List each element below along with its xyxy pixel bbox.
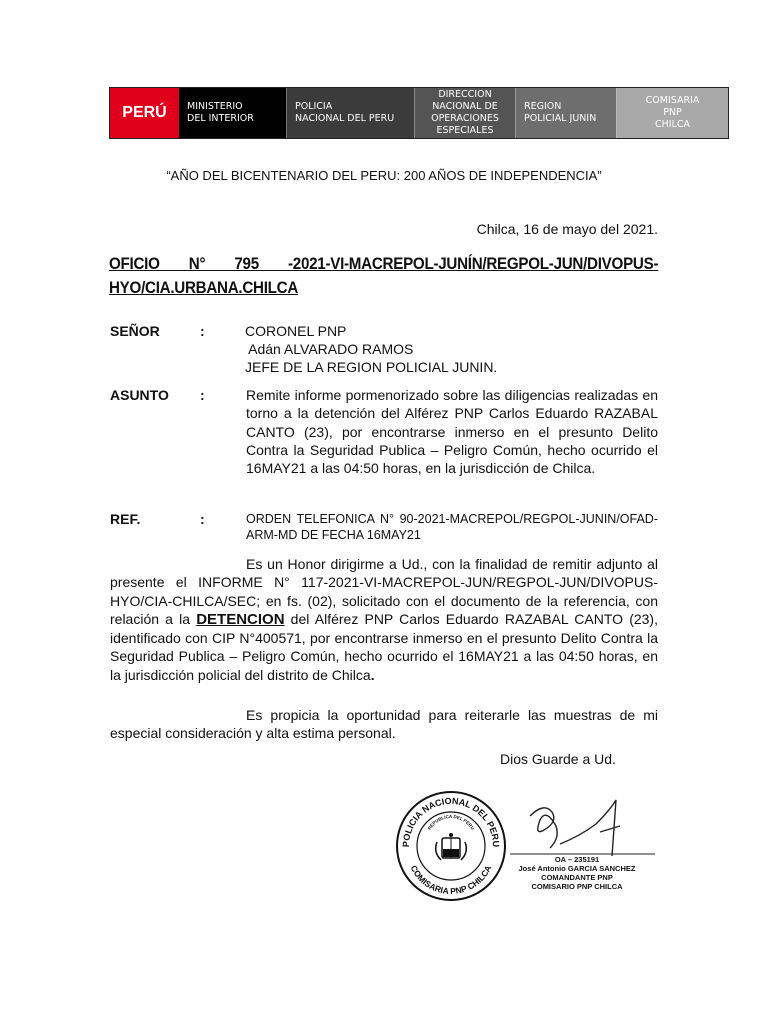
coat-of-arms-icon: [436, 833, 467, 860]
ref-text: ORDEN TELEFONICA N° 90-2021-MACREPOL/REGPOL-JUNIN/OFAD-ARM-MD DE FECHA 16MAY21: [246, 512, 658, 542]
year-motto: “AÑO DEL BICENTENARIO DEL PERU: 200 AÑOS DE INDEPENDENCIA”: [166, 168, 602, 183]
signature-rank: COMANDANTE PNP: [541, 873, 613, 882]
addressee-post: JEFE DE LA REGION POLICIAL JUNIN.: [245, 359, 498, 375]
asunto-label: ASUNTO: [110, 387, 169, 403]
header-direccion: DIRECCION NACIONAL DE OPERACIONES ESPECIALES: [414, 88, 515, 138]
police-seal-stamp: [395, 790, 507, 902]
signature-post: COMISARIO PNP CHILCA: [531, 882, 623, 891]
addressee-rank: CORONEL PNP: [245, 323, 347, 339]
ref-colon: :: [200, 511, 205, 527]
body-paragraph: [110, 555, 658, 684]
header-ministerio: MINISTERIO DEL INTERIOR: [179, 88, 286, 138]
addressee: [245, 322, 497, 376]
institutional-header: [109, 87, 729, 139]
peru-logo: PERÚ: [110, 88, 179, 138]
body-part-1: Es un Honor dirigirme a Ud., con la finalidad de remitir adjunto al presente el INFORME N° 117-2021-VI-MACREPOL-JUN/REGPOL-JUN/DIVOPUS-HYO/CIA-CHILCA/SEC; en fs. (02), solicitado con el documento de la referencia, con relación a la: [110, 556, 658, 627]
seal-bottom-text: COMISARIA PNP CHILCA: [408, 863, 494, 897]
ref-label: REF.: [110, 511, 141, 527]
detencion-emphasis: DETENCION: [196, 610, 285, 628]
header-comisaria: COMISARIA PNP CHILCA: [616, 88, 728, 138]
place-date: Chilca, 16 de mayo del 2021.: [476, 221, 658, 237]
body-part-2: del Alférez PNP Carlos Eduardo RAZABAL CANTO (23), identificado con CIP N°400571, por encontrarse inmerso en el presunto Delito Contra la Seguridad Publica – Peligro Común, hecho ocurrido el 16MAY21 a las 04:50 horas, en la jurisdicción policial del distrito de Chilca: [110, 610, 658, 683]
farewell: Dios Guarde a Ud.: [500, 751, 616, 767]
asunto-text: Remite informe pormenorizado sobre las diligencias realizadas en torno a la detención del Alférez PNP Carlos Eduardo RAZABAL CANTO (23), por encontrarse inmerso en el presunto Delito Contra la Seguridad Publica – Peligro Común, hecho ocurrido el 16MAY21 a las 04:50 horas, en la jurisdicción de Chilca.: [246, 387, 658, 477]
signature-block: [502, 855, 652, 891]
oficio-number: OFICIO N° 795 -2021-VI-MACREPOL-JUNÍN/REGPOL-JUN/DIVOPUS-HYO/CIA.URBANA.CHILCA: [109, 255, 659, 297]
closing-paragraph: Es propicia la oportunidad para reiterarle las muestras de mi especial consideración y alta estima personal.: [110, 707, 658, 742]
addressee-name: Adán ALVARADO RAMOS: [245, 341, 414, 357]
signature-name: José Antonio GARCIA SANCHEZ: [518, 864, 636, 873]
senor-colon: :: [200, 323, 205, 339]
header-policia: POLICIA NACIONAL DEL PERU: [286, 88, 414, 138]
asunto-colon: :: [200, 387, 205, 403]
seal-inner-text: REPUBLICA DEL PERU: [426, 813, 476, 831]
signature-code: OA – 235191: [554, 855, 600, 864]
body-end: .: [370, 666, 375, 683]
senor-label: SEÑOR: [110, 323, 160, 339]
seal-top-text: POLICIA NACIONAL DEL PERU: [400, 795, 502, 848]
header-region: REGION POLICIAL JUNIN: [515, 88, 616, 138]
